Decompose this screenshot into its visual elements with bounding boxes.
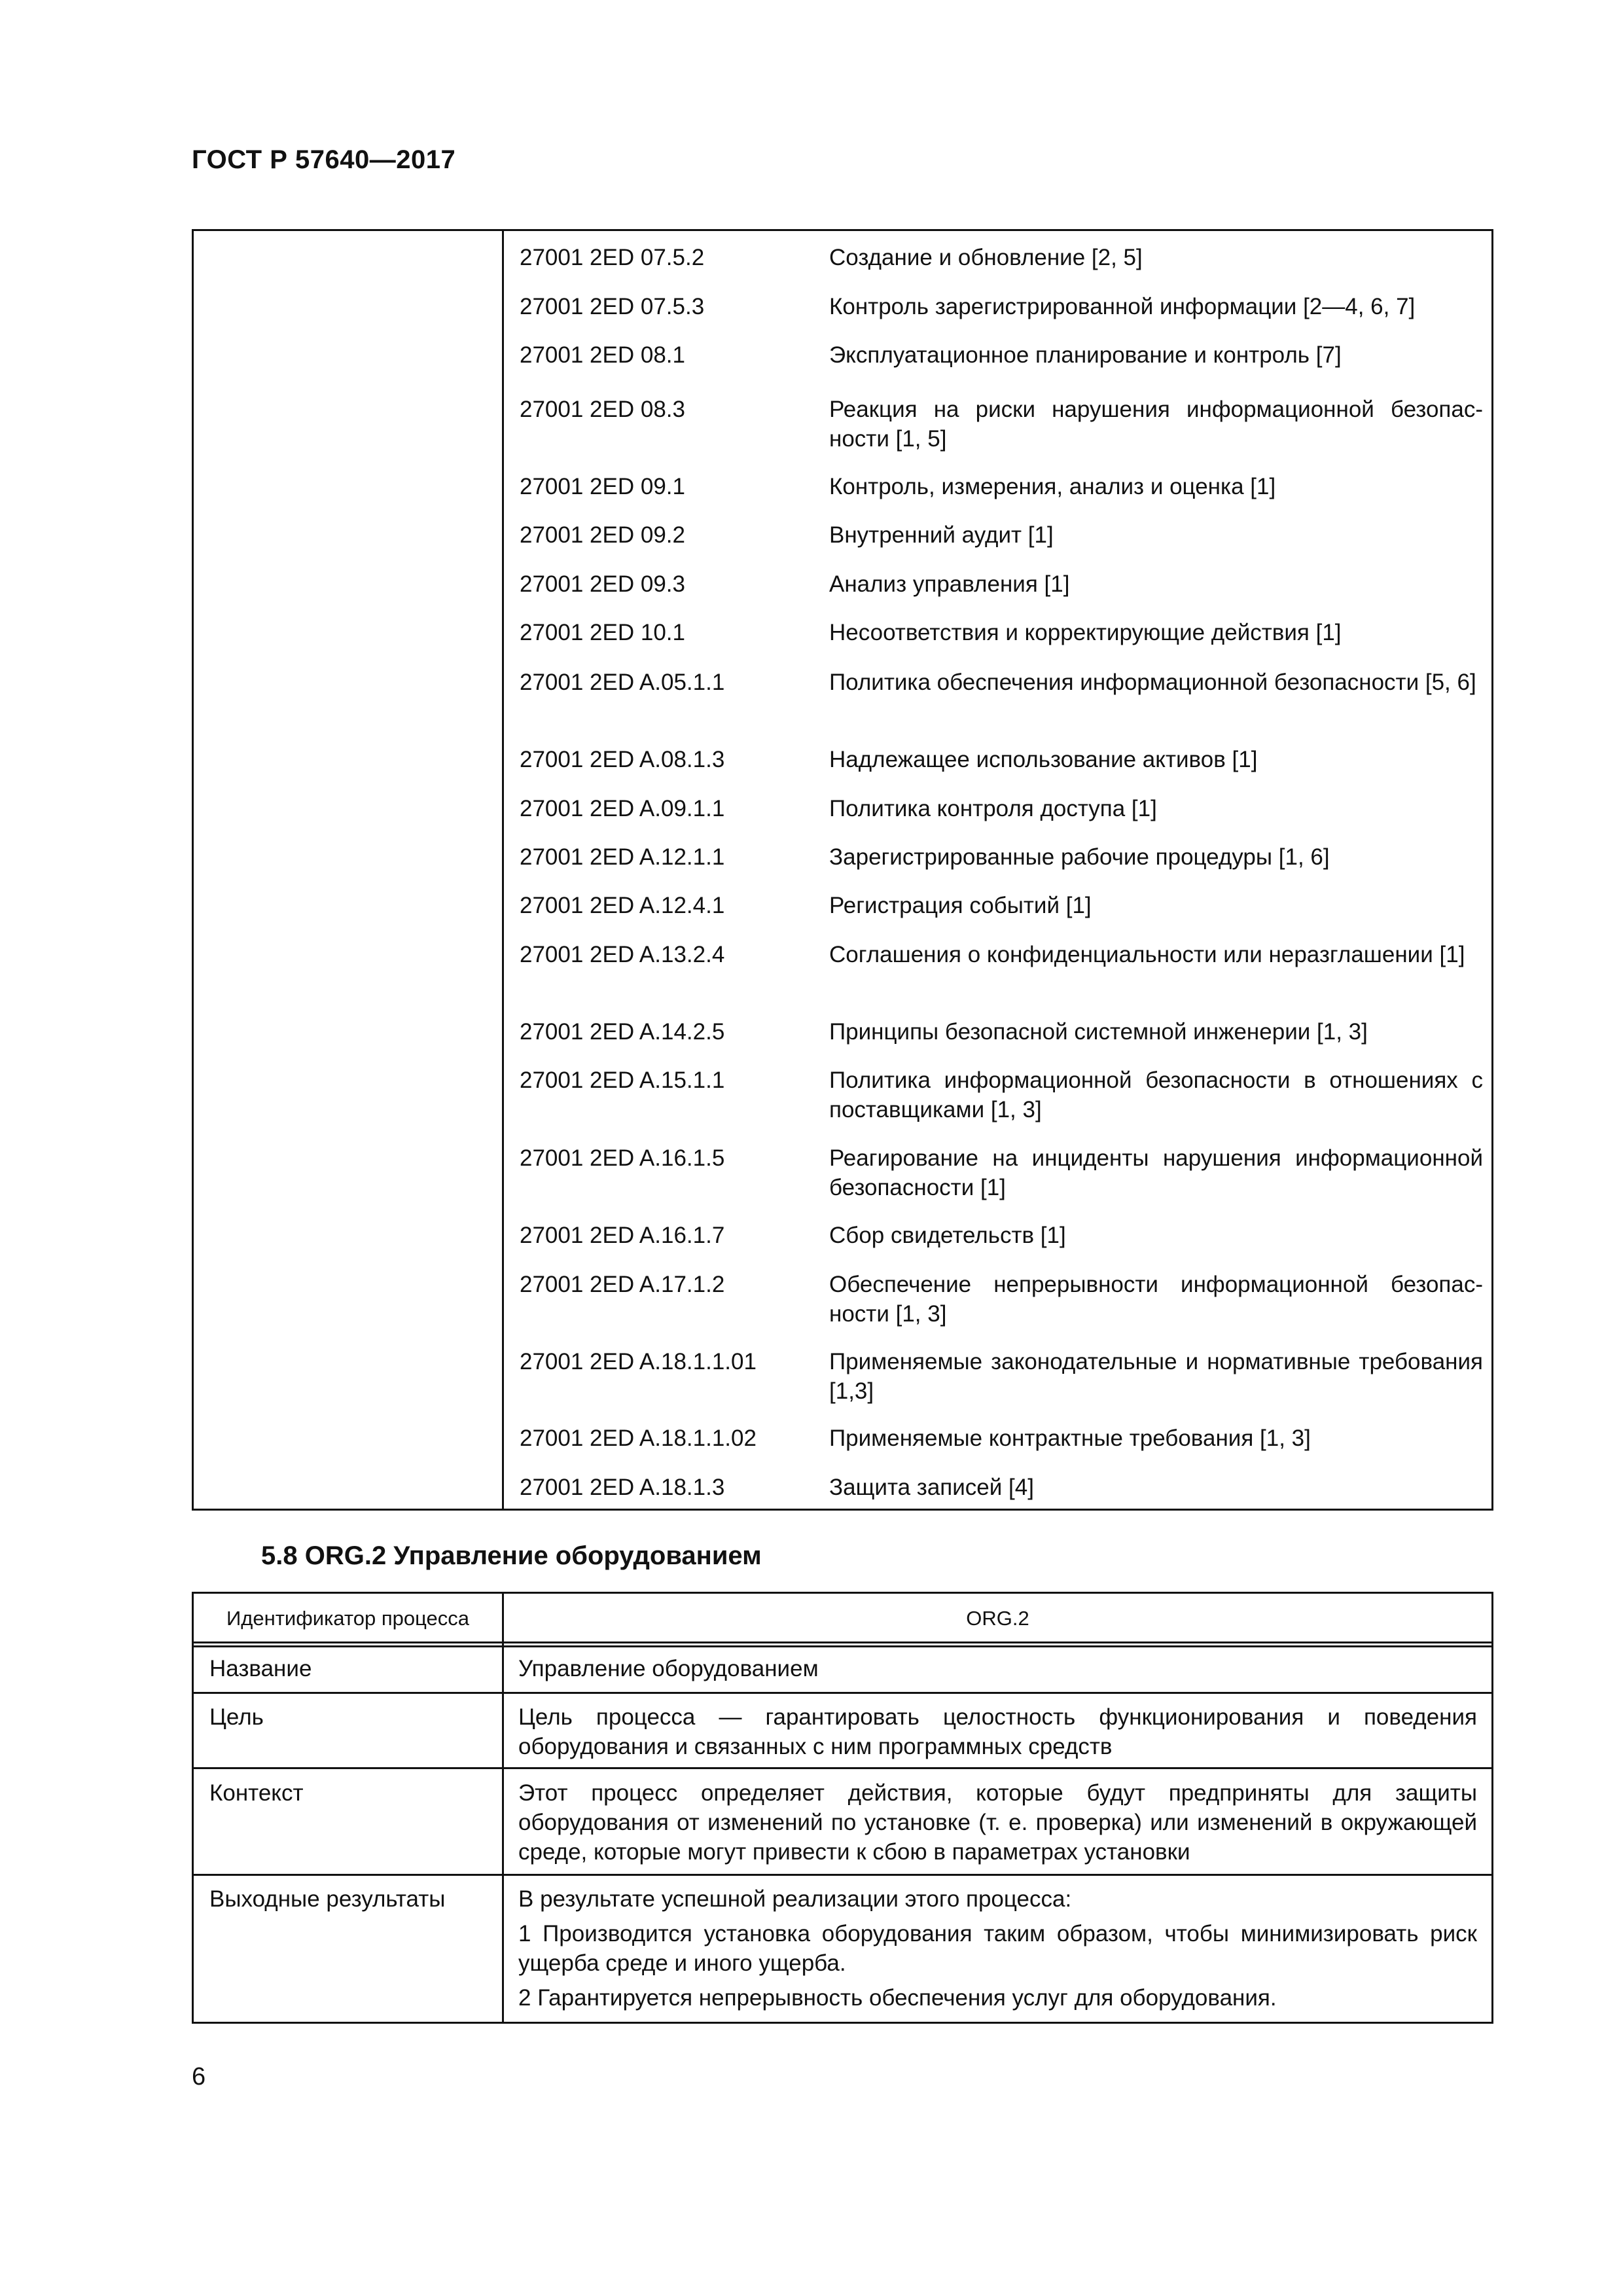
clause-code: 27001 2ED 10.1 — [520, 620, 685, 645]
clause-code: 27001 2ED A.13.2.4 — [520, 942, 725, 967]
outputs-label: Выходные результаты — [209, 1886, 446, 1912]
process-id-value: ORG.2 — [966, 1607, 1029, 1630]
clause-title: Политика контроля доступа [1] — [829, 796, 1157, 821]
clause-title: Реакция на риски нарушения информационной безопасности [1, 5] — [829, 397, 1483, 452]
clause-title: Политика обеспечения информационной безопасности [5, 6] — [829, 670, 1476, 695]
row-divider — [194, 1641, 1491, 1643]
clause-title: Обеспечение непрерывности информационной безопасности [1, 3] — [829, 1272, 1483, 1327]
clause-title: Политика информационной безопасности в отношениях с поставщиками [1, 3] — [829, 1067, 1483, 1122]
clause-code: 27001 2ED 07.5.2 — [520, 245, 705, 270]
clause-code: 27001 2ED A.15.1.1 — [520, 1067, 725, 1093]
outputs-intro: В результате успешной реализации этого процесса: — [518, 1886, 1072, 1912]
row-divider — [194, 1692, 1491, 1694]
clause-code: 27001 2ED A.08.1.3 — [520, 747, 725, 772]
clause-title: Контроль, измерения, анализ и оценка [1] — [829, 474, 1276, 499]
clause-code: 27001 2ED A.18.1.1.02 — [520, 1426, 757, 1451]
context-label: Контекст — [209, 1780, 304, 1806]
clause-title: Принципы безопасной системной инженерии [1, 3] — [829, 1019, 1368, 1045]
clause-code: 27001 2ED A.12.1.1 — [520, 844, 725, 870]
clause-title: Несоответствия и корректирующие действия [1] — [829, 620, 1342, 645]
clause-title: Соглашения о конфиденциальности или неразглашении [1] — [829, 942, 1465, 967]
references-table — [192, 229, 1493, 1511]
clause-title: Применяемые контрактные требования [1, 3] — [829, 1426, 1311, 1451]
outputs-item: 1 Производится установка оборудования таким образом, чтобы минимизировать риск ущерба среде и иного ущерба. — [518, 1921, 1477, 1976]
clause-title: Реагирование на инциденты нарушения информационной безопасности [1] — [829, 1145, 1483, 1200]
clause-code: 27001 2ED A.16.1.7 — [520, 1223, 725, 1248]
column-divider — [502, 231, 504, 1509]
clause-code: 27001 2ED 08.3 — [520, 397, 685, 422]
clause-title: Защита записей [4] — [829, 1475, 1034, 1500]
column-divider — [502, 1594, 504, 2022]
page-number: 6 — [192, 2063, 206, 2090]
clause-title: Регистрация событий [1] — [829, 893, 1092, 918]
clause-code: 27001 2ED 09.3 — [520, 571, 685, 597]
clause-title: Контроль зарегистрированной информации [2—4, 6, 7] — [829, 294, 1416, 319]
clause-title: Внутренний аудит [1] — [829, 522, 1054, 548]
name-value: Управление оборудованием — [518, 1656, 819, 1681]
document-code: ГОСТ Р 57640—2017 — [192, 145, 456, 174]
clause-code: 27001 2ED A.05.1.1 — [520, 670, 725, 695]
row-divider — [194, 1874, 1491, 1876]
row-divider — [194, 1767, 1491, 1769]
clause-code: 27001 2ED 09.2 — [520, 522, 685, 548]
clause-code: 27001 2ED 09.1 — [520, 474, 685, 499]
clause-code: 27001 2ED 08.1 — [520, 342, 685, 368]
context-value: Этот процесс определяет действия, которые будут предприняты для защиты оборудования от изменений по установке (т. е. проверка) или изменений в окружающей среде, которые могут привести к сбою в параметрах установки — [518, 1780, 1477, 1865]
clause-title: Создание и обновление [2, 5] — [829, 245, 1143, 270]
clause-code: 27001 2ED A.18.1.3 — [520, 1475, 725, 1500]
clause-code: 27001 2ED A.09.1.1 — [520, 796, 725, 821]
clause-title: Применяемые законодательные и нормативные требования [1,3] — [829, 1349, 1483, 1404]
section-heading: 5.8 ORG.2 Управление оборудованием — [261, 1541, 762, 1570]
goal-label: Цель — [209, 1704, 264, 1730]
clause-code: 27001 2ED A.14.2.5 — [520, 1019, 725, 1045]
clause-code: 27001 2ED A.12.4.1 — [520, 893, 725, 918]
clause-code: 27001 2ED A.17.1.2 — [520, 1272, 725, 1297]
clause-title: Анализ управления [1] — [829, 571, 1070, 597]
goal-value: Цель процесса — гарантировать целостность функционирования и поведения оборудования и связанных с ним программных средств — [518, 1704, 1477, 1759]
process-table — [192, 1592, 1493, 2024]
clause-title: Сбор свидетельств [1] — [829, 1223, 1066, 1248]
clause-title: Эксплуатационное планирование и контроль [7] — [829, 342, 1342, 368]
outputs-item: 2 Гарантируется непрерывность обеспечения услуг для оборудования. — [518, 1985, 1277, 2011]
clause-code: 27001 2ED A.16.1.5 — [520, 1145, 725, 1171]
row-divider — [194, 1645, 1491, 1647]
clause-title: Надлежащее использование активов [1] — [829, 747, 1258, 772]
clause-code: 27001 2ED A.18.1.1.01 — [520, 1349, 757, 1374]
name-label: Название — [209, 1656, 312, 1681]
clause-code: 27001 2ED 07.5.3 — [520, 294, 705, 319]
process-id-header: Идентификатор процесса — [226, 1607, 469, 1630]
clause-title: Зарегистрированные рабочие процедуры [1, 6] — [829, 844, 1330, 870]
